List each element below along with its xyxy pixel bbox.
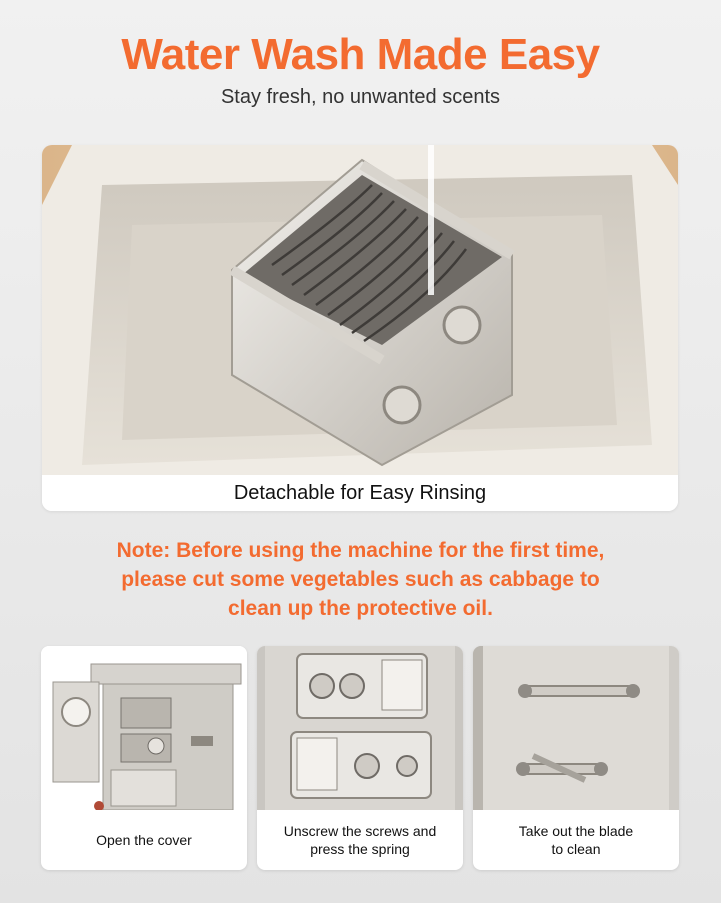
note-line-3: clean up the protective oil. [228,597,493,620]
blade-rollers-image [257,646,463,810]
page-title: Water Wash Made Easy [121,30,600,79]
step-card-open-cover [41,646,247,870]
first-use-note [40,536,681,623]
step-caption: Open the cover [96,832,192,848]
hero-caption: Detachable for Easy Rinsing [42,475,678,511]
page-subtitle: Stay fresh, no unwanted scents [220,86,501,108]
step-caption: Unscrew the screws and press the spring [283,823,437,857]
step-card-unscrew [257,646,463,870]
hero-panel [42,145,678,511]
note-line-1: Note: Before using the machine for the first time, [116,539,605,562]
blade-shafts-image [473,646,679,810]
machine-open-cover-image [41,646,247,810]
step-caption: Take out the blade to clean [518,823,634,857]
note-line-2: please cut some vegetables such as cabbage to [121,568,600,591]
blade-assembly-in-sink-image [42,145,678,475]
step-card-take-out-blade [473,646,679,870]
